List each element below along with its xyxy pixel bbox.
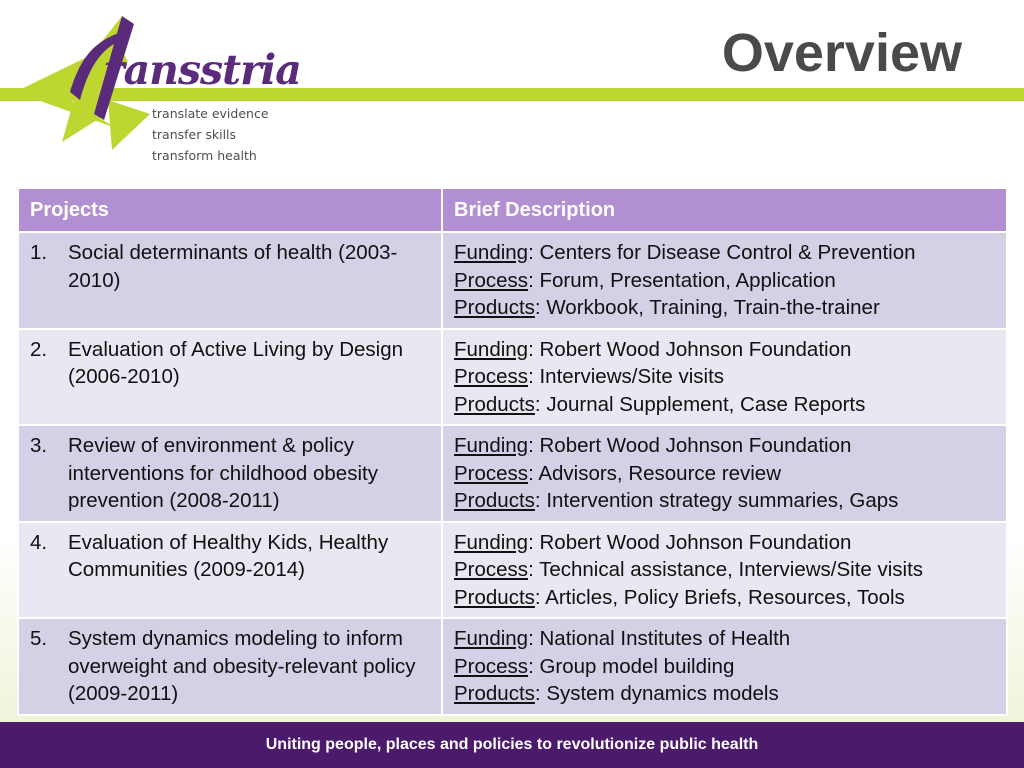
- transtria-logo: [0, 0, 300, 170]
- table-row: [18, 618, 1007, 715]
- funding-label: Funding: [454, 627, 529, 650]
- products-value: Journal Supplement, Case Reports: [546, 392, 866, 416]
- process-value: Group model building: [539, 654, 735, 678]
- table-row: [18, 522, 1007, 619]
- process-label: Process: [454, 268, 529, 292]
- description-cell: Funding: Robert Wood Johnson Foundation Process: Technical assistance, Interviews/Site visits Products: Articles, Policy Briefs, Resources, Tools: [442, 522, 1007, 619]
- products-label: Products: [454, 682, 535, 705]
- products-label: Products: [454, 392, 535, 416]
- process-value: Technical assistance, Interviews/Site visits: [539, 558, 924, 581]
- products-label: Products: [454, 296, 535, 319]
- header-projects: Projects: [18, 188, 442, 232]
- process-label: Process: [454, 654, 529, 678]
- tagline-2: transfer skills: [152, 127, 237, 142]
- table-row: [18, 232, 1007, 329]
- project-cell: [18, 618, 442, 715]
- description-cell: Funding: Robert Wood Johnson Foundation Process: Advisors, Resource review Products: Intervention strategy summaries, Gaps: [442, 425, 1007, 522]
- description-cell: Funding: National Institutes of Health Process: Group model building Products: System dynamics models: [442, 618, 1007, 715]
- project-name: Social determinants of health (2003-2010): [68, 241, 398, 292]
- table-header-row: [18, 188, 1007, 232]
- row-number: 4.: [30, 530, 48, 554]
- funding-value: National Institutes of Health: [539, 627, 791, 650]
- funding-label: Funding: [454, 337, 529, 361]
- description-cell: Funding: Robert Wood Johnson Foundation Process: Interviews/Site visits Products: Journal Supplement, Case Reports: [442, 329, 1007, 426]
- overview-table: [17, 187, 1008, 716]
- project-cell: [18, 329, 442, 426]
- table-row: [18, 425, 1007, 522]
- funding-value: Robert Wood Johnson Foundation: [539, 530, 852, 554]
- project-name: Evaluation of Healthy Kids, Healthy Communities (2009-2014): [68, 530, 389, 581]
- description-cell: Funding: Centers for Disease Control & Prevention Process: Forum, Presentation, Application Products: Workbook, Training, Train-the-trainer: [442, 232, 1007, 329]
- process-value: Advisors, Resource review: [538, 461, 781, 485]
- project-name: Review of environment & policy interventions for childhood obesity prevention (2008-2011): [68, 434, 378, 512]
- tagline-1: translate evidence: [152, 106, 269, 121]
- process-value: Forum, Presentation, Application: [539, 268, 836, 292]
- project-name: System dynamics modeling to inform overweight and obesity-relevant policy (2009-2011): [68, 627, 416, 705]
- funding-label: Funding: [454, 434, 529, 457]
- process-value: Interviews/Site visits: [539, 365, 725, 388]
- header-brief-description: Brief Description: [442, 188, 1007, 232]
- products-value: Intervention strategy summaries, Gaps: [546, 489, 899, 512]
- page-title: Overview: [721, 23, 962, 83]
- funding-value: Centers for Disease Control & Prevention: [539, 241, 916, 264]
- products-value: System dynamics models: [546, 682, 779, 705]
- logo-wordmark: ransstria: [103, 46, 301, 94]
- products-value: Workbook, Training, Train-the-trainer: [546, 296, 880, 319]
- process-label: Process: [454, 461, 529, 485]
- tagline-3: transform health: [152, 148, 257, 163]
- process-label: Process: [454, 558, 529, 581]
- funding-value: Robert Wood Johnson Foundation: [539, 337, 852, 361]
- products-label: Products: [454, 585, 535, 609]
- project-cell: [18, 522, 442, 619]
- process-label: Process: [454, 365, 529, 388]
- row-number: 1.: [30, 241, 48, 264]
- project-name: Evaluation of Active Living by Design (2006-2010): [68, 337, 404, 388]
- row-number: 3.: [30, 434, 48, 457]
- row-number: 5.: [30, 627, 48, 650]
- row-number: 2.: [30, 337, 48, 361]
- project-cell: [18, 425, 442, 522]
- footer-banner: Uniting people, places and policies to revolutionize public health: [0, 722, 1024, 768]
- table-row: [18, 329, 1007, 426]
- project-cell: [18, 232, 442, 329]
- funding-value: Robert Wood Johnson Foundation: [539, 434, 852, 457]
- products-label: Products: [454, 489, 535, 512]
- funding-label: Funding: [454, 241, 529, 264]
- funding-label: Funding: [454, 530, 529, 554]
- products-value: Articles, Policy Briefs, Resources, Tools: [545, 585, 905, 609]
